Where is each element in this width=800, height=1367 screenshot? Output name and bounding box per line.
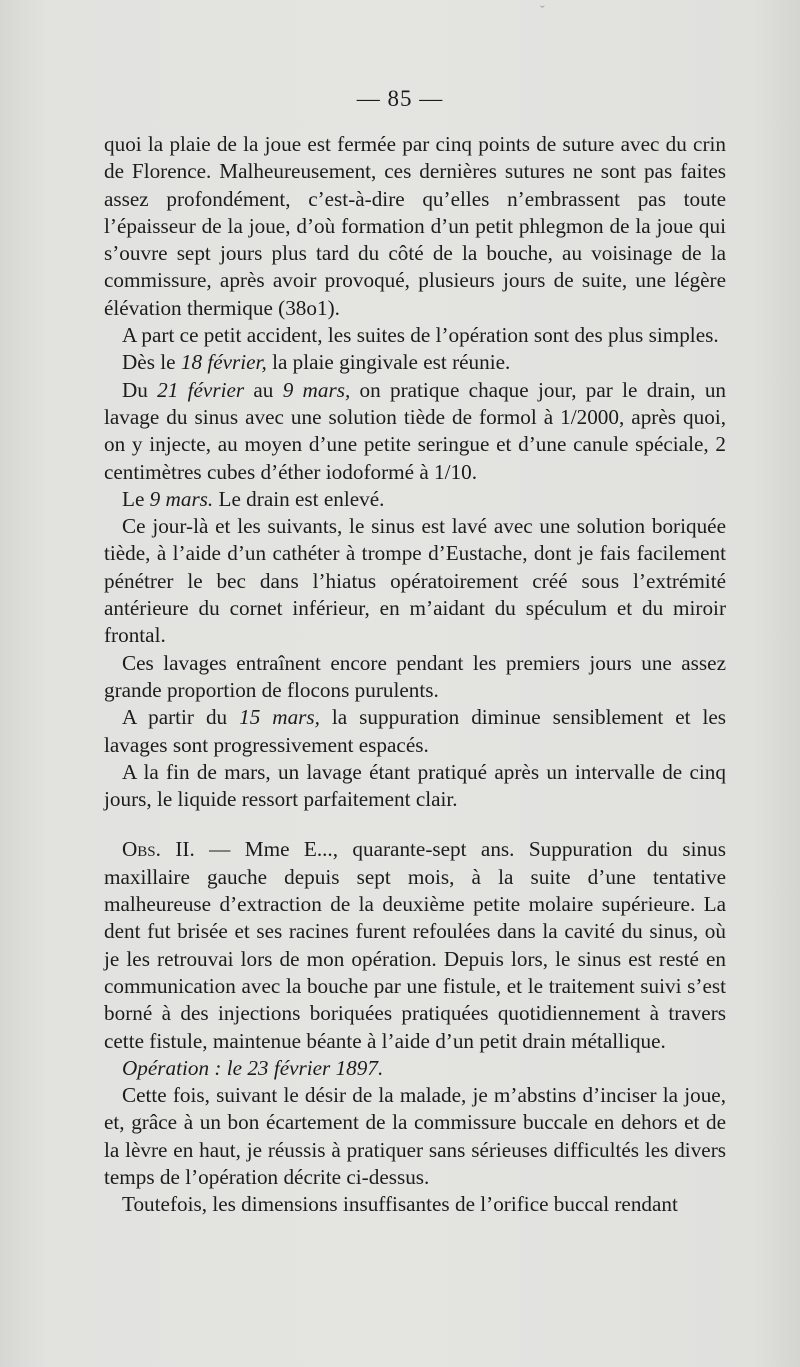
date-emphasis: 21 février: [157, 377, 245, 402]
date-emphasis: 9 mars,: [282, 377, 351, 402]
paragraph: A part ce petit accident, les suites de l’opération sont des plus simples.: [122, 323, 719, 348]
paragraph: A la fin de mars, un lavage étant pratiqué après un intervalle de cinq jours, le liquide ressort parfaitement clair.: [104, 759, 726, 812]
section-gap: [104, 813, 726, 836]
paragraph: Dès le 18 février, la plaie gingivale est réunie.: [122, 350, 511, 375]
observation-label: Obs. II.: [122, 837, 195, 862]
observation-paragraph: Obs. II. — Mme E..., quarante-sept ans. Suppuration du sinus maxillaire gauche depuis sept mois, à la suite d’une tentative malheureuse d’extraction de la deuxième petite molaire supérieure. La dent fut brisée et ses racines furent refoulées dans la cavité du sinus, où je les retrouvai lors de mon opération. Depuis lors, le sinus est resté en communication avec la bouche par une fistule, et le traitement suivi s’est borné à des injections boriquées pratiquées quotidiennement à travers cette fistule, maintenue béante à l’aide d’un petit drain métallique.: [104, 837, 726, 1053]
paragraph: quoi la plaie de la joue est fermée par cinq points de suture avec du crin de Florence. Malheureusement, ces dernières sutures ne sont pas faites assez profondément, c’est-à-dire qu’elles n’embrassent pas toute l’épaisseur de la joue, d’où formation d’un petit phlegmon de la joue qui s’ouvre sept jours plus tard du côté de la bouche, au voisinage de la commissure, après avoir provoqué, plusieurs jours de suite, une légère élévation thermique (38o1).: [104, 132, 726, 320]
body-text: [104, 131, 726, 1219]
operation-heading: Opération : le 23 février 1897.: [122, 1055, 384, 1080]
scan-mark: ˇ: [540, 4, 545, 19]
page-number: — 85 —: [356, 86, 444, 111]
date-emphasis: 15 mars,: [239, 705, 320, 730]
date-emphasis: 9 mars.: [149, 486, 214, 511]
paragraph: Ces lavages entraînent encore pendant les premiers jours une assez grande proportion de flocons purulents.: [104, 650, 726, 702]
paragraph: A partir du 15 mars, la suppuration diminue sensiblement et les lavages sont progressivement espacés.: [104, 705, 726, 757]
date-emphasis: 18 février,: [180, 350, 267, 375]
paragraph: Du 21 février au 9 mars, on pratique chaque jour, par le drain, un lavage du sinus avec une solution tiède de formol à 1/2000, après quoi, on y injecte, au moyen d’une petite seringue et d’une canule spéciale, 2 centimètres cubes d’éther iodoformé à 1/10.: [104, 377, 727, 484]
paragraph: Toutefois, les dimensions insuffisantes de l’orifice buccal rendant: [122, 1192, 678, 1217]
paragraph: Ce jour-là et les suivants, le sinus est lavé avec une solution boriquée tiède, à l’aide d’un cathéter à trompe d’Eustache, dont je fais facilement pénétrer le bec dans l’hiatus opératoirement créé sous l’extrémité antérieure du cornet inférieur, en m’aidant du spéculum et du miroir frontal.: [104, 514, 726, 648]
paragraph: Le 9 mars. Le drain est enlevé.: [122, 486, 385, 511]
paragraph: Cette fois, suivant le désir de la malade, je m’abstins d’inciser la joue, et, grâce à un bon écartement de la commissure buccale en dehors et de la lèvre en haut, je réussis à pratiquer sans sérieuses difficultés les divers temps de l’opération décrite ci-dessus.: [104, 1083, 726, 1189]
